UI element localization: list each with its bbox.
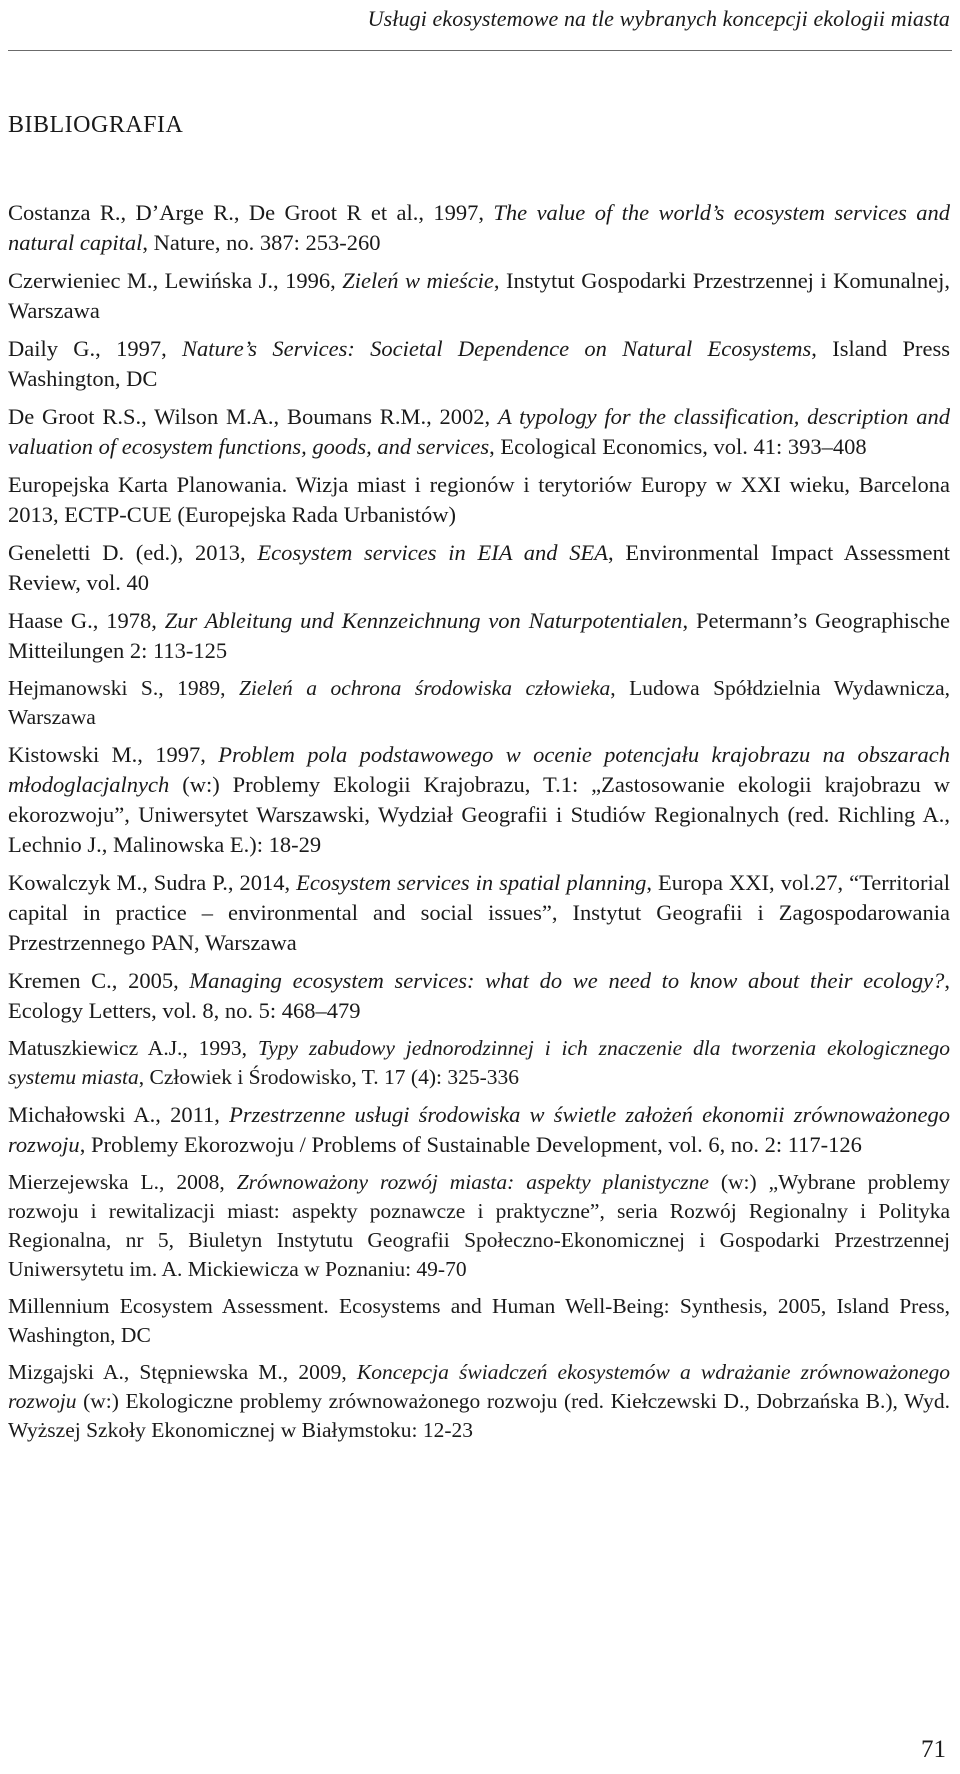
reference-authors: Haase G., 1978, [8, 608, 165, 633]
reference-title: Przestrzenne usługi środowiska w świetle założeń ekonomii zrównoważonego rozwoju [8, 1102, 950, 1157]
reference-authors: De Groot R.S., Wilson M.A., Boumans R.M., 2002, [8, 404, 498, 429]
reference-entry [8, 402, 950, 462]
running-header: Usługi ekosystemowe na tle wybranych koncepcji ekologii miasta [367, 6, 950, 31]
reference-details: , Environmental Impact Assessment Review, vol. 40 [8, 540, 950, 595]
reference-authors: Kremen C., 2005, [8, 968, 190, 993]
reference-details: , Petermann’s Geographische Mitteilungen 2: 113-125 [8, 608, 950, 663]
reference-authors: Michałowski A., 2011, [8, 1102, 230, 1127]
reference-entry [8, 266, 950, 326]
reference-details: , Ecological Economics, vol. 41: 393–408 [489, 434, 867, 459]
bibliography-list [8, 198, 950, 1453]
reference-authors: Kowalczyk M., Sudra P., 2014, [8, 870, 297, 895]
reference-details: , Człowiek i Środowisko, T. 17 (4): 325-336 [138, 1065, 520, 1089]
reference-title: Problem pola podstawowego w ocenie potencjału krajobrazu na obszarach młodoglacjalnych [8, 742, 950, 797]
reference-entry [8, 198, 950, 258]
reference-title: Nature’s Services: Societal Dependence on Natural Ecosystems [182, 336, 812, 361]
reference-authors: Kistowski M., 1997, [8, 742, 219, 767]
reference-title: Managing ecosystem services: what do we need to know about their ecology? [189, 968, 945, 993]
reference-details: , Island Press Washington, DC [8, 336, 950, 391]
reference-authors: Hejmanowski S., 1989, [8, 676, 239, 700]
reference-authors: Costanza R., D’Arge R., De Groot R et al., 1997, [8, 200, 494, 225]
reference-authors: Matuszkiewicz A.J., 1993, [8, 1036, 258, 1060]
reference-title: Ecosystem services in spatial planning [296, 870, 647, 895]
reference-details: (w:) „Wybrane problemy rozwoju i rewitalizacji miast: aspekty poznawcze i praktyczne”, seria Rozwój Regionalny i Polityka Regionalna, nr 5, Biuletyn Instytutu Geografii Społeczno-Ekonomicznej i Gospodarki Przestrzennej Uniwersytetu im. A. Mickiewicza w Poznaniu: 49-70 [8, 1170, 950, 1281]
reference-entry [8, 674, 950, 732]
reference-entry [8, 1292, 950, 1350]
reference-authors: Mizgajski A., Stępniewska M., 2009, [8, 1360, 357, 1384]
reference-details: Millennium Ecosystem Assessment. Ecosystems and Human Well-Being: Synthesis, 2005, Island Press, Washington, DC [8, 1294, 950, 1347]
reference-details: (w:) Ekologiczne problemy zrównoważonego rozwoju (red. Kiełczewski D., Dobrzańska B.), Wyd. Wyższej Szkoły Ekonomicznej w Białymstoku: 12-23 [8, 1389, 950, 1442]
reference-entry [8, 1100, 950, 1160]
reference-details: , Instytut Gospodarki Przestrzennej i Komunalnej, Warszawa [8, 268, 951, 323]
reference-authors: Daily G., 1997, [8, 336, 183, 361]
reference-title: Typy zabudowy jednorodzinnej i ich znaczenie dla tworzenia ekologicznego systemu miasta [8, 1036, 950, 1089]
reference-details: , Europa XXI, vol.27, “Territorial capital in practice – environmental and social issues”, Instytut Geografii i Zagospodarowania Przestrzennego PAN, Warszawa [8, 870, 950, 955]
reference-entry [8, 868, 950, 958]
reference-title: Zrównoważony rozwój miasta: aspekty planistyczne [236, 1170, 709, 1194]
page-number: 71 [921, 1736, 946, 1763]
reference-title: A typology for the classification, description and valuation of ecosystem functions, goods, and services [8, 404, 950, 459]
reference-entry [8, 1034, 950, 1092]
reference-entry [8, 966, 950, 1026]
reference-title: Zur Ableitung und Kennzeichnung von Naturpotentialen [164, 608, 683, 633]
reference-details: (w:) Problemy Ekologii Krajobrazu, T.1: „Zastosowanie ekologii krajobrazu w ekorozwoju”, Uniwersytet Warszawski, Wydział Geografii i Studiów Regionalnych (red. Richling A., Lechnio J., Malinowska E.): 18-29 [8, 772, 950, 857]
reference-title: Koncepcja świadczeń ekosystemów a wdrażanie zrównoważonego rozwoju [8, 1360, 950, 1413]
reference-entry [8, 740, 950, 860]
reference-entry [8, 334, 950, 394]
reference-entry [8, 470, 950, 530]
section-title: BIBLIOGRAFIA [8, 112, 184, 138]
reference-title: Zieleń w mieście [342, 268, 494, 293]
reference-authors: Czerwieniec M., Lewińska J., 1996, [8, 268, 343, 293]
reference-entry [8, 1358, 950, 1445]
reference-title: Ecosystem services in EIA and SEA [257, 540, 608, 565]
reference-entry [8, 1168, 950, 1284]
reference-details: , Ecology Letters, vol. 8, no. 5: 468–479 [8, 968, 950, 1023]
reference-details: , Nature, no. 387: 253-260 [142, 230, 381, 255]
reference-title: The value of the world’s ecosystem services and natural capital [8, 200, 950, 255]
header-rule [8, 50, 952, 51]
reference-authors: Mierzejewska L., 2008, [8, 1170, 237, 1194]
reference-details: , Problemy Ekorozwoju / Problems of Sustainable Development, vol. 6, no. 2: 117-126 [79, 1132, 862, 1157]
reference-entry [8, 538, 950, 598]
reference-title: Zieleń a ochrona środowiska człowieka [239, 676, 611, 700]
reference-details: , Ludowa Spółdzielnia Wydawnicza, Warszawa [8, 676, 950, 729]
reference-details: Europejska Karta Planowania. Wizja miast i regionów i terytoriów Europy w XXI wieku, Barcelona 2013, ECTP-CUE (Europejska Rada Urbanistów) [8, 472, 950, 527]
reference-entry [8, 606, 950, 666]
reference-authors: Geneletti D. (ed.), 2013, [8, 540, 258, 565]
